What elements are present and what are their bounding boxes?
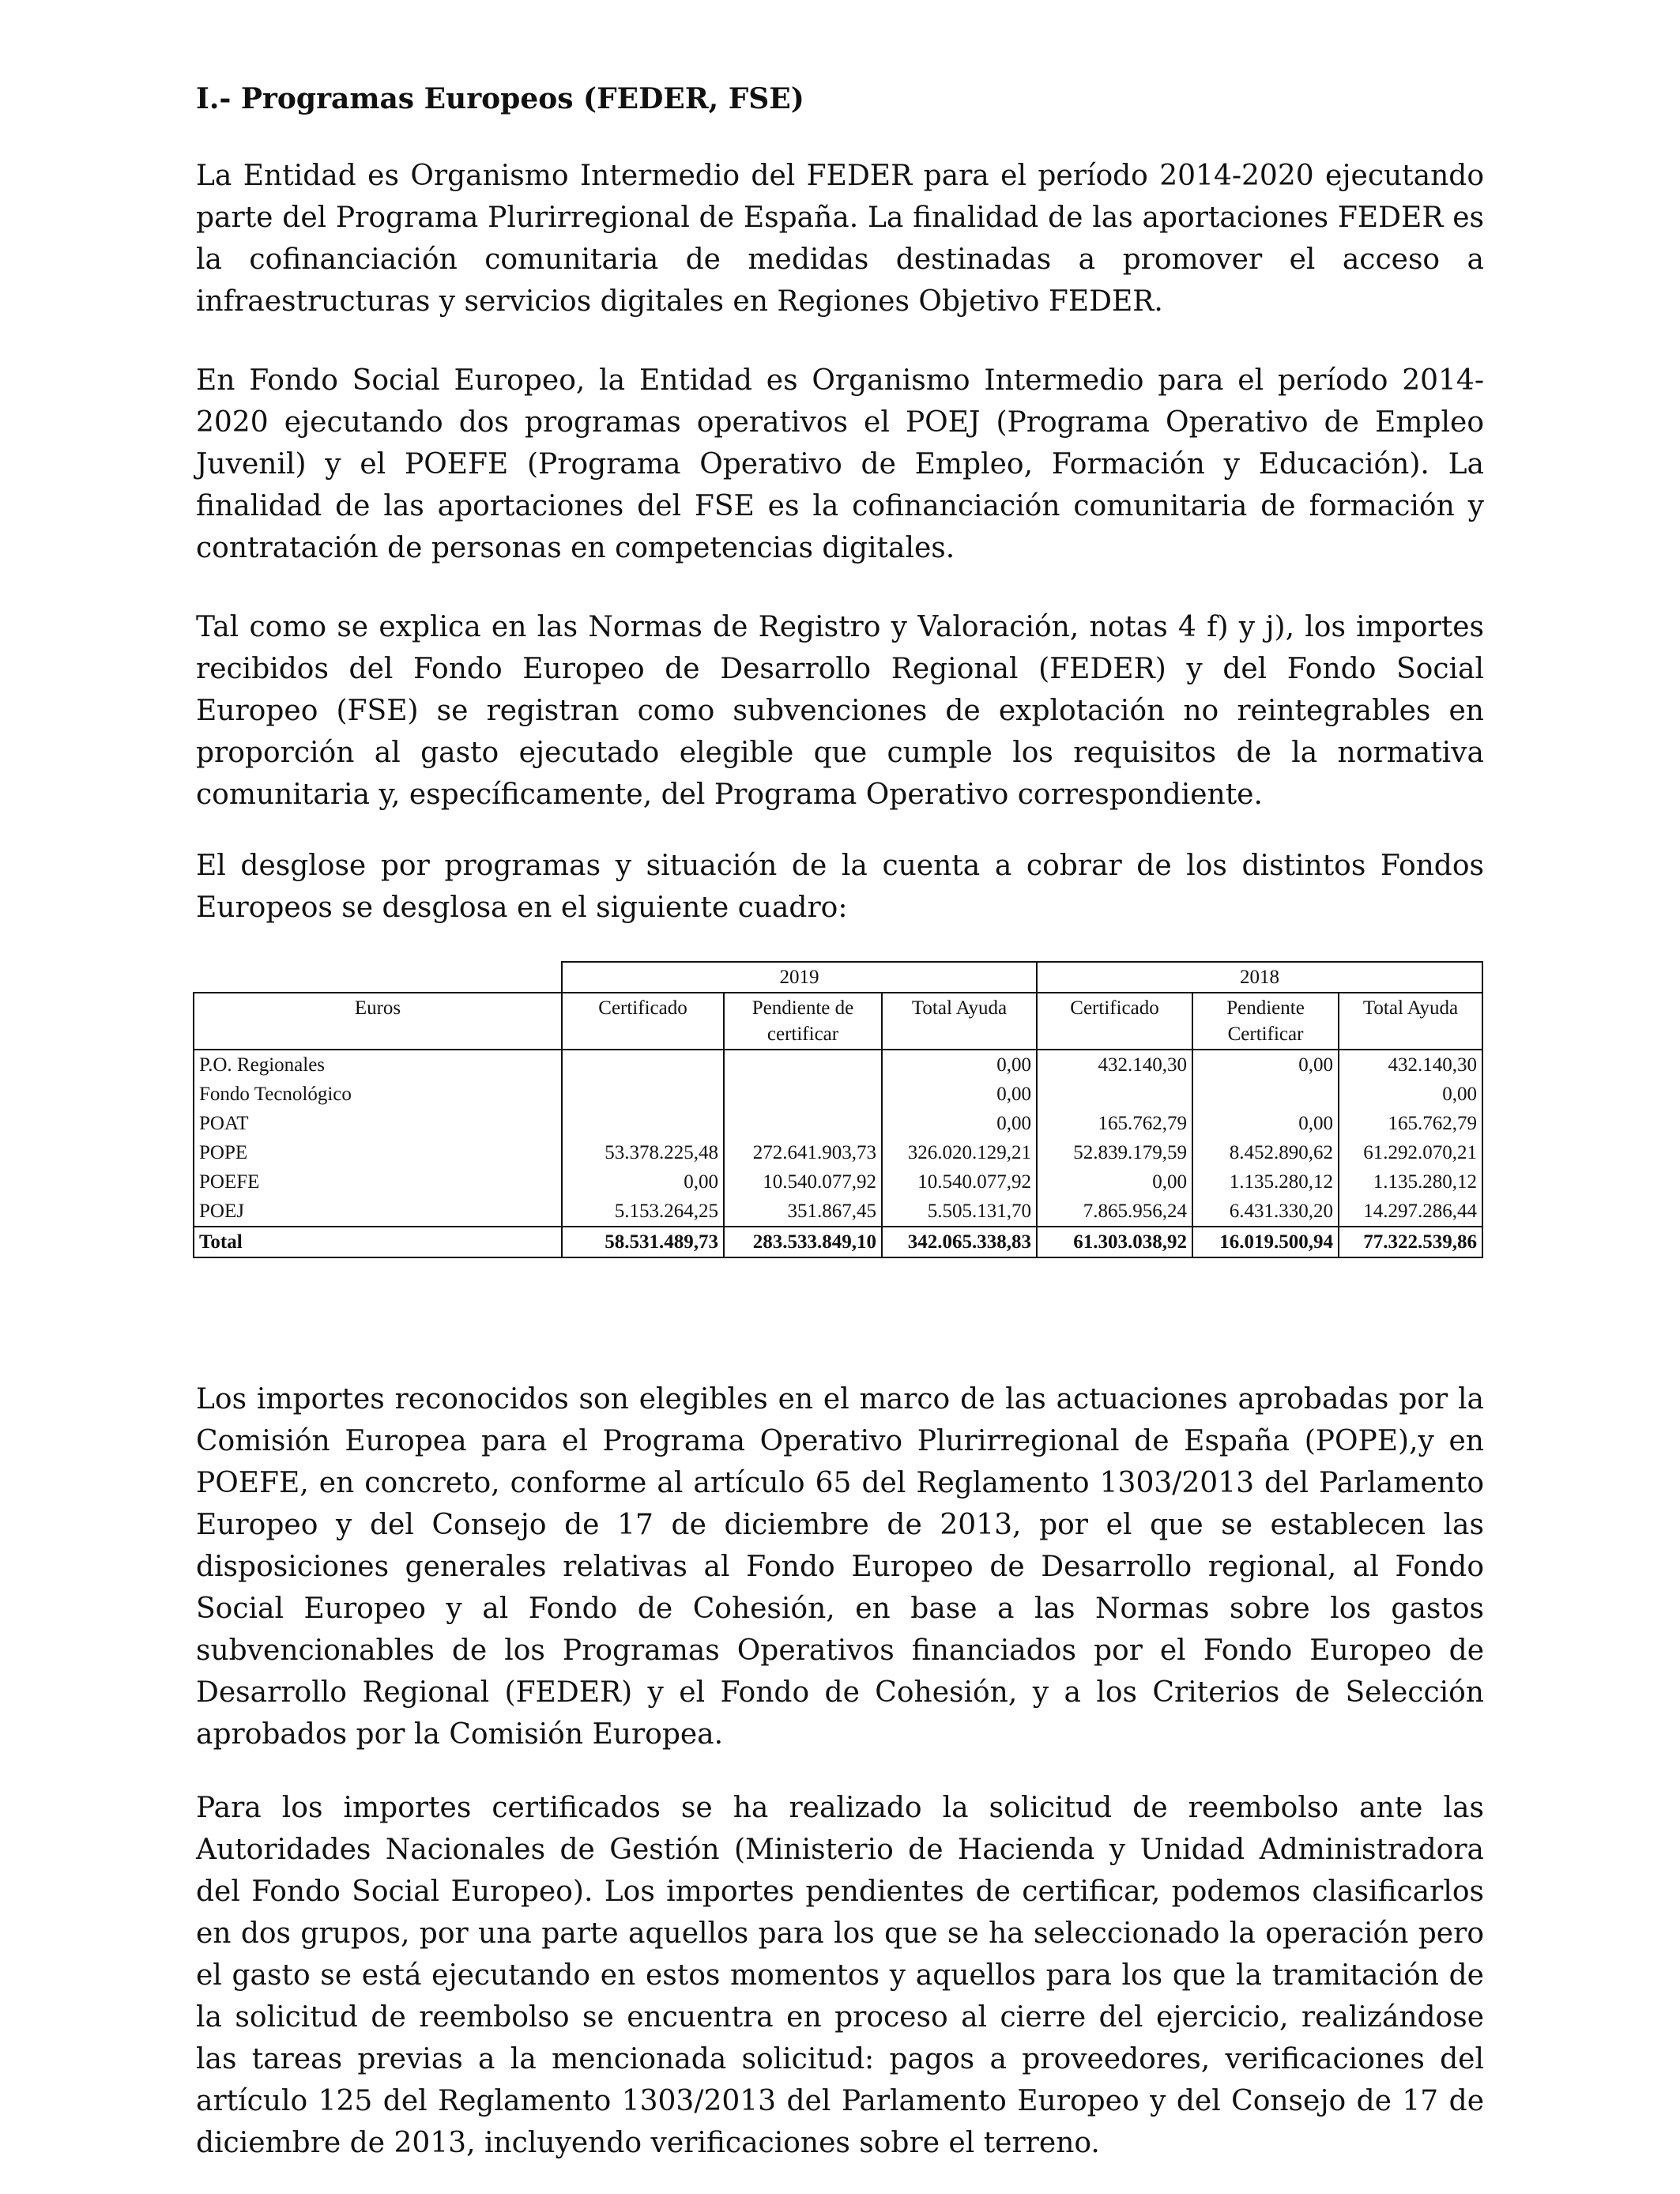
row-label: POEFE bbox=[194, 1167, 562, 1197]
tot-2019: 0,00 bbox=[882, 1109, 1037, 1138]
total-row bbox=[194, 1227, 1482, 1257]
tot-2018: 1.135.280,12 bbox=[1339, 1167, 1482, 1197]
total-pend-2019: 283.533.849,10 bbox=[724, 1227, 882, 1257]
cert-2019: 0,00 bbox=[562, 1167, 724, 1197]
table-row bbox=[194, 1080, 1482, 1109]
cert-2019 bbox=[562, 1080, 724, 1109]
certificado-2019-header: Certificado bbox=[562, 993, 724, 1050]
cert-2018: 7.865.956,24 bbox=[1037, 1197, 1192, 1227]
pendiente-2018-header: Pendiente Certificar bbox=[1192, 993, 1339, 1050]
table-row bbox=[194, 1167, 1482, 1197]
row-label: POPE bbox=[194, 1138, 562, 1167]
column-header-row bbox=[194, 993, 1482, 1050]
tot-2019: 5.505.131,70 bbox=[882, 1197, 1037, 1227]
paragraph-elegibles: Los importes reconocidos son elegibles en el marco de las actuaciones aprobadas por la Comisión Europea para el Programa Operativo Plurirregional de España (POPE),y en POEFE, en concreto, conforme al artículo 65 del Reglamento 1303/2013 del Parlamento Europeo y del Consejo de 17 de diciembre de 2013, por el que se establecen las disposiciones generales relativas al Fondo Europeo de Desarrollo regional, al Fondo Social Europeo y al Fondo de Cohesión, en base a las Normas sobre los gastos subvencionables de los Programas Operativos financiados por el Fondo Europeo de Desarrollo Regional (FEDER) y el Fondo de Cohesión, y a los Criterios de Selección aprobados por la Comisión Europea. bbox=[196, 1383, 1484, 1751]
cert-2018: 165.762,79 bbox=[1037, 1109, 1192, 1138]
pend-2018: 0,00 bbox=[1192, 1109, 1339, 1138]
total-label: Total bbox=[194, 1227, 562, 1257]
total-pend-2018: 16.019.500,94 bbox=[1192, 1227, 1339, 1257]
pend-2018 bbox=[1192, 1080, 1339, 1109]
cert-2018: 432.140,30 bbox=[1037, 1050, 1192, 1080]
certificado-2018-header: Certificado bbox=[1037, 993, 1192, 1050]
cert-2018 bbox=[1037, 1080, 1192, 1109]
pend-2019 bbox=[724, 1050, 882, 1080]
row-label: POAT bbox=[194, 1109, 562, 1138]
pend-2019: 272.641.903,73 bbox=[724, 1138, 882, 1167]
paragraph-certificados: Para los importes certificados se ha realizado la solicitud de reembolso ante las Autoridades Nacionales de Gestión (Ministerio de Hacienda y Unidad Administradora del Fondo Social Europeo). Los importes pendientes de certificar, podemos clasificarlos en dos grupos, por una parte aquellos para los que se ha seleccionado la operación pero el gasto se está ejecutando en estos momentos y aquellos para los que la tramitación de la solicitud de reembolso se encuentra en proceso al cierre del ejercicio, realizándose las tareas previas a la mencionada solicitud: pagos a proveedores, verificaciones del artículo 125 del Reglamento 1303/2013 del Parlamento Europeo y del Consejo de 17 de diciembre de 2013, incluyendo verificaciones sobre el terreno. bbox=[196, 1792, 1484, 2159]
total-tot-2019: 342.065.338,83 bbox=[882, 1227, 1037, 1257]
pend-2018: 8.452.890,62 bbox=[1192, 1138, 1339, 1167]
pend-2019 bbox=[724, 1080, 882, 1109]
year-2018-header: 2018 bbox=[1037, 962, 1482, 993]
pend-2019: 10.540.077,92 bbox=[724, 1167, 882, 1197]
cert-2018: 52.839.179,59 bbox=[1037, 1138, 1192, 1167]
total-2019-header: Total Ayuda bbox=[882, 993, 1037, 1050]
pendiente-2019-header: Pendiente de certificar bbox=[724, 993, 882, 1050]
tot-2019: 10.540.077,92 bbox=[882, 1167, 1037, 1197]
table-row bbox=[194, 1109, 1482, 1138]
pend-2019: 351.867,45 bbox=[724, 1197, 882, 1227]
tot-2019: 0,00 bbox=[882, 1050, 1037, 1080]
pend-2018: 6.431.330,20 bbox=[1192, 1197, 1339, 1227]
pend-2018: 0,00 bbox=[1192, 1050, 1339, 1080]
total-cert-2019: 58.531.489,73 bbox=[562, 1227, 724, 1257]
pend-2018: 1.135.280,12 bbox=[1192, 1167, 1339, 1197]
euros-header: Euros bbox=[194, 993, 562, 1050]
table-row bbox=[194, 1197, 1482, 1227]
tot-2018: 0,00 bbox=[1339, 1080, 1482, 1109]
table-row bbox=[194, 1138, 1482, 1167]
cert-2019 bbox=[562, 1109, 724, 1138]
row-label: POEJ bbox=[194, 1197, 562, 1227]
tot-2018: 165.762,79 bbox=[1339, 1109, 1482, 1138]
tot-2019: 326.020.129,21 bbox=[882, 1138, 1037, 1167]
tot-2018: 14.297.286,44 bbox=[1339, 1197, 1482, 1227]
year-header-row bbox=[194, 962, 1482, 993]
paragraph-desglose: El desglose por programas y situación de la cuenta a cobrar de los distintos Fondos Europeos se desglosa en el siguiente cuadro: bbox=[196, 850, 1484, 924]
total-cert-2018: 61.303.038,92 bbox=[1037, 1227, 1192, 1257]
total-tot-2018: 77.322.539,86 bbox=[1339, 1227, 1482, 1257]
table-body bbox=[194, 1050, 1482, 1227]
pend-2019 bbox=[724, 1109, 882, 1138]
cert-2019 bbox=[562, 1050, 724, 1080]
cert-2018: 0,00 bbox=[1037, 1167, 1192, 1197]
row-label: P.O. Regionales bbox=[194, 1050, 562, 1080]
row-label: Fondo Tecnológico bbox=[194, 1080, 562, 1109]
cert-2019: 53.378.225,48 bbox=[562, 1138, 724, 1167]
paragraph-feder: La Entidad es Organismo Intermedio del FEDER para el período 2014-2020 ejecutando parte del Programa Plurirregional de España. La finalidad de las aportaciones FEDER es la cofinanciación comunitaria de medidas destinadas a promover el acceso a infraestructuras y servicios digitales en Regiones Objetivo FEDER. bbox=[196, 160, 1484, 318]
paragraph-fse: En Fondo Social Europeo, la Entidad es Organismo Intermedio para el período 2014-2020 ejecutando dos programas operativos el POEJ (Programa Operativo de Empleo Juvenil) y el POEFE (Programa Operativo de Empleo, Formación y Educación). La finalidad de las aportaciones del FSE es la cofinanciación comunitaria de formación y contratación de personas en competencias digitales. bbox=[196, 364, 1484, 564]
tot-2018: 61.292.070,21 bbox=[1339, 1138, 1482, 1167]
tot-2019: 0,00 bbox=[882, 1080, 1037, 1109]
year-2019-header: 2019 bbox=[562, 962, 1037, 993]
cert-2019: 5.153.264,25 bbox=[562, 1197, 724, 1227]
section-heading: I.- Programas Europeos (FEDER, FSE) bbox=[196, 82, 804, 115]
fondos-table bbox=[193, 961, 1483, 1258]
paragraph-normas: Tal como se explica en las Normas de Registro y Valoración, notas 4 f) y j), los importes recibidos del Fondo Europeo de Desarrollo Regional (FEDER) y del Fondo Social Europeo (FSE) se registran como subvenciones de explotación no reintegrables en proporción al gasto ejecutado elegible que cumple los requisitos de la normativa comunitaria y, específicamente, del Programa Operativo correspondiente. bbox=[196, 611, 1484, 811]
total-2018-header: Total Ayuda bbox=[1339, 993, 1482, 1050]
tot-2018: 432.140,30 bbox=[1339, 1050, 1482, 1080]
table-row bbox=[194, 1050, 1482, 1080]
